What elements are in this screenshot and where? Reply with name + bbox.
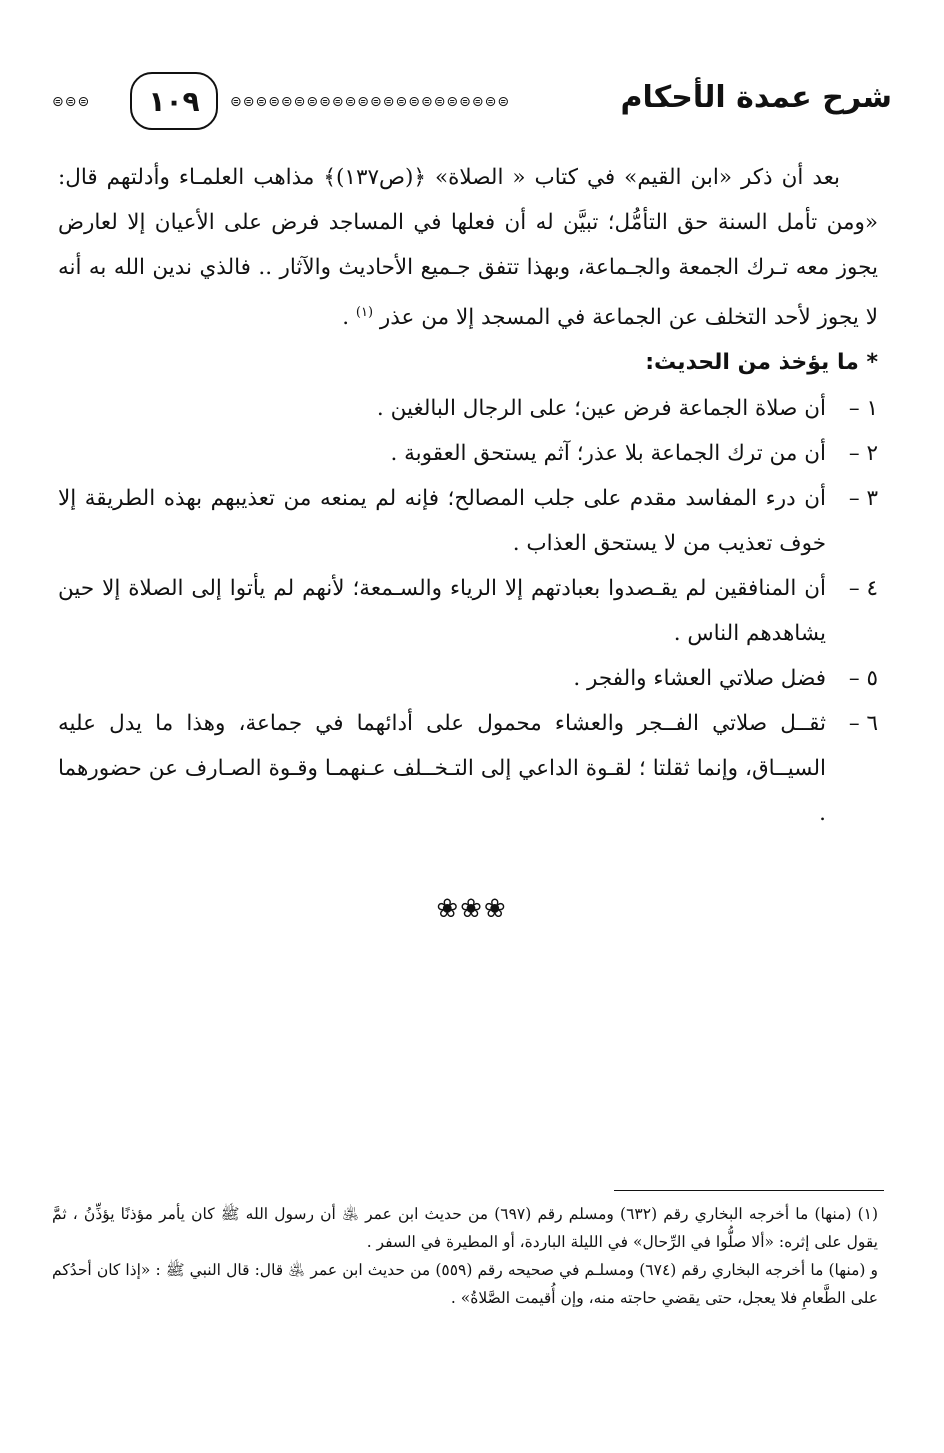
- list-item: [58, 431, 878, 476]
- takeaways-list: [58, 386, 878, 836]
- list-item: [58, 566, 878, 656]
- page-number: ١٠٩: [130, 72, 218, 130]
- item-text: ثقــل صلاتي الفــجر والعشاء محمول على أدائهما في جماعة، وهذا ما يدل عليه السيــاق، وإنما ثقلتا ؛ لقـوة الداعي إلى التـخــلف عـنهمـا وقـوة الصـارف عن حضورهما .: [58, 711, 826, 827]
- list-item: [58, 386, 878, 431]
- footnote-ref: (١): [355, 305, 374, 320]
- item-number: ٤ –: [848, 576, 878, 602]
- item-text: أن من ترك الجماعة بلا عذر؛ آثم يستحق العقوبة .: [390, 441, 826, 467]
- header-ornament-center: ⊜⊜⊜⊜⊜⊜⊜⊜⊜⊜⊜⊜⊜⊜⊜⊜⊜⊜⊜⊜⊜⊜: [230, 94, 511, 110]
- list-item: [58, 476, 878, 566]
- item-number: ٥ –: [848, 666, 878, 692]
- running-title: شرح عمدة الأحكام: [620, 80, 892, 115]
- item-number: ٣ –: [848, 486, 878, 512]
- main-text: [58, 155, 878, 836]
- item-text: أن درء المفاسد مقدم على جلب المصالح؛ فإنه لم يمنعه من تعذيبهم بهذه الطريقة إلا خوف تعذيب من لا يستحق العذاب .: [58, 486, 826, 557]
- intro-end: .: [342, 305, 356, 331]
- footnotes: [52, 1200, 878, 1312]
- item-number: ٦ –: [848, 711, 878, 737]
- list-item: [58, 701, 878, 836]
- footnote: و (منها) ما أخرجه البخاري رقم (٦٧٤) ومسلـم في صحيحه رقم (٥٥٩) من حديث ابن عمر ﵁ قال: قال النبي ﷺ : «إذا كان أحدُكم على الطَّعامِ فلا يعجل، حتى يقضي حاجته منه، وإن أُقيمت الصَّلاةُ» .: [52, 1261, 879, 1307]
- intro-text: بعد أن ذكر «ابن القيم» في كتاب « الصلاة» ﴿(ص١٣٧)﴾ مذاهب العلمـاء وأدلتهم قال: «ومن تأمل السنة حق التأمُّل؛ تبيَّن له أن فعلها في المساجد فرض على الأعيان إلا لعارض يجوز معه تـرك الجمعة والجـماعة، وبهذا تتفق جـميع الأحاديث والآثار .. فالذي ندين الله به أنه لا يجوز لأحد التخلف عن الجماعة في المسجد إلا من عذر: [58, 165, 878, 331]
- footnote: (١) (منها) ما أخرجه البخاري رقم (٦٣٢) ومسلم رقم (٦٩٧) من حديث ابن عمر ﵁ أن رسول الله ﷺ كان يأمر مؤذنًا يؤذِّنُ ، ثمَّ يقول على إثره: «ألا صلُّوا في الرِّحال» في الليلة الباردة، أو المطيرة في السفر .: [52, 1205, 879, 1251]
- list-item: [58, 656, 878, 701]
- item-number: ١ –: [848, 396, 878, 422]
- item-text: فضل صلاتي العشاء والفجر .: [573, 666, 826, 692]
- item-text: أن المنافقين لم يقـصدوا بعبادتهم إلا الرياء والسـمعة؛ لأنهم لم يأتوا إلى الصلاة إلا حين يشاهدهم الناس .: [58, 576, 826, 647]
- section-divider-ornament: ❀❀❀: [436, 894, 508, 924]
- section-heading: * ما يؤخذ من الحديث:: [645, 350, 878, 376]
- header-ornament-left: ⊜⊜⊜: [52, 94, 91, 110]
- intro-paragraph: [58, 155, 878, 340]
- item-text: أن صلاة الجماعة فرض عين؛ على الرجال البالغين .: [376, 396, 826, 422]
- footnote-rule: [614, 1190, 884, 1191]
- page-header: [52, 72, 892, 138]
- item-number: ٢ –: [848, 441, 878, 467]
